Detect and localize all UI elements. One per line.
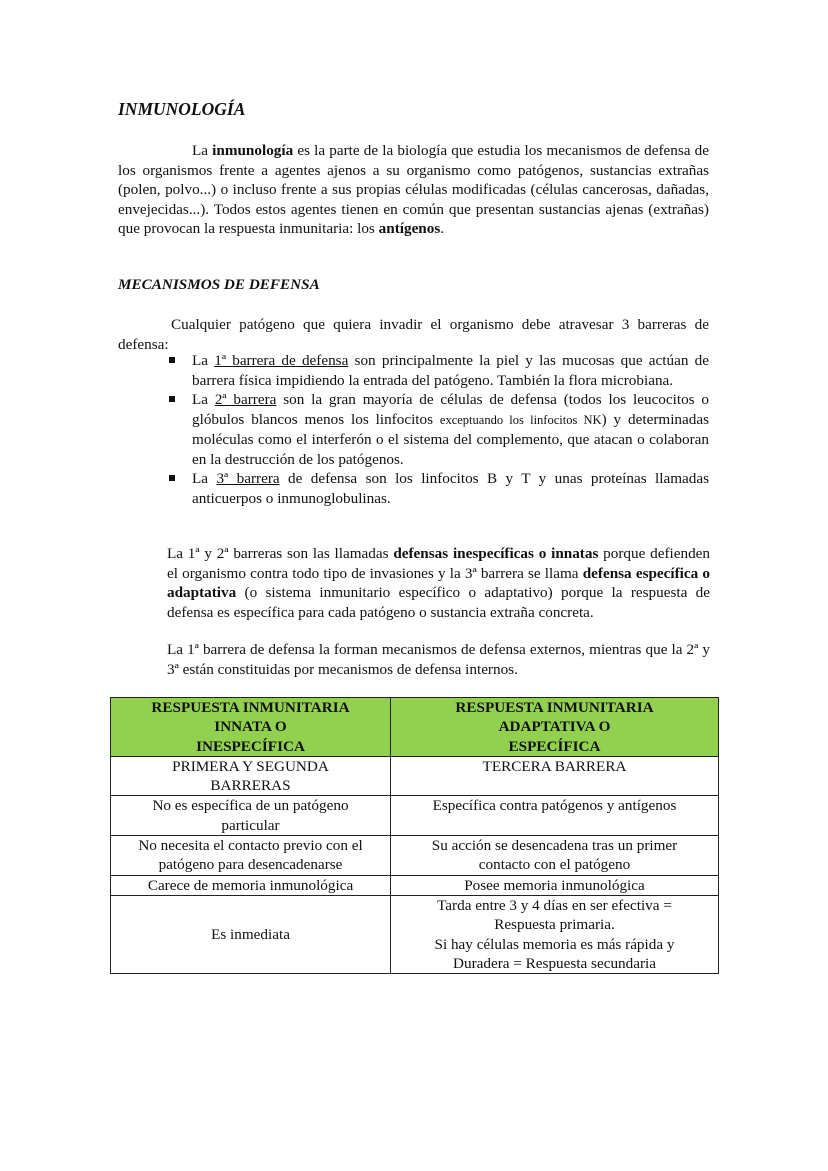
barrier-2-text: son la gran mayoría de células de defensa (todos los leucocitos o glóbulos blancos menos los linfocitos (192, 391, 709, 428)
barrier-2-prefix: La (192, 391, 215, 408)
cell-line: patógeno para desencadenarse (158, 856, 343, 874)
para1-text-1: La 1ª y 2ª barreras son las llamadas (167, 545, 394, 562)
barrier-list (118, 351, 709, 508)
barrier-3-text: de defensa son los linfocitos B y T y unas proteínas llamadas anticuerpos o inmunoglobulinas. (192, 470, 709, 507)
table-row (111, 756, 719, 796)
header-line: ESPECÍFICA (508, 737, 601, 755)
adaptive-cell (391, 836, 719, 876)
cell-line: contacto con el patógeno (478, 856, 631, 874)
intro-text-2: es la parte de la biología que estudia los mecanismos de defensa de los organismos frente a agentes ajenos a su organismo como patógenos, sustancias extrañas (polen, polvo...) o incluso frente a sus propias células modificadas (células cancerosas, dañadas, envejecidas...). Todos estos agentes tienen en común que presentan sustancias ajenas (extrañas) que provocan la respuesta inmunitaria: los (118, 142, 709, 237)
barrier-1-prefix: La (192, 352, 215, 369)
adaptive-cell (391, 756, 719, 796)
barrier-2-name: 2ª barrera (214, 391, 277, 408)
section-title: MECANISMOS DE DEFENSA (118, 276, 320, 293)
cell-line: TERCERA BARRERA (482, 757, 627, 775)
table-row (111, 875, 719, 895)
cell-line: Tarda entre 3 y 4 días en ser efectiva = (437, 896, 672, 914)
cell-line: PRIMERA Y SEGUNDA (172, 757, 329, 775)
barrier-1-text: son principalmente la piel y las mucosas que actúan de barrera física impidiendo la entrada del patógeno. También la flora microbiana. (192, 352, 709, 389)
table-row (111, 836, 719, 876)
term-adaptive-defense: defensa específica o adaptativa (167, 564, 710, 601)
lead-paragraph: Cualquier patógeno que quiera invadir el organismo debe atravesar 3 barreras de defensa: (118, 316, 709, 353)
header-line: RESPUESTA INMUNITARIA (151, 699, 350, 716)
square-bullet-icon (169, 357, 175, 363)
table-row (111, 796, 719, 836)
header-adaptive-response (391, 698, 719, 757)
list-item (118, 390, 709, 469)
square-bullet-icon (169, 396, 175, 402)
cell-line: particular (221, 816, 280, 834)
header-line: INNATA O (214, 718, 287, 736)
intro-term-inmunologia: inmunología (212, 142, 294, 159)
intro-term-antigenos: antígenos (378, 220, 441, 237)
cell-line: Específica contra patógenos y antígenos (432, 797, 677, 815)
innate-cell (111, 756, 391, 796)
adaptive-cell (391, 895, 719, 973)
cell-line: No es específica de un patógeno (152, 797, 349, 815)
innate-cell (111, 895, 391, 973)
table-row (111, 895, 719, 973)
header-line: INESPECÍFICA (196, 737, 305, 755)
cell-line: Si hay células memoria es más rápida y (434, 935, 675, 953)
intro-text-1: La (192, 142, 213, 159)
barrier-1-name: 1ª barrera de defensa (214, 352, 349, 369)
intro-text-3: . (440, 220, 445, 237)
cell-line: No necesita el contacto previo con el (138, 837, 363, 855)
cell-line: Respuesta primaria. (494, 916, 615, 934)
comparison-table (110, 697, 719, 974)
cell-line: Su acción se desencadena tras un primer (431, 837, 678, 855)
innate-cell (111, 836, 391, 876)
innate-cell (111, 796, 391, 836)
cell-line: Posee memoria inmunológica (464, 876, 645, 894)
square-bullet-icon (169, 475, 175, 481)
defense-location-paragraph: La 1ª barrera de defensa la forman mecanismos de defensa externos, mientras que la 2ª y 3ª están constituidas por mecanismos de defensa internos. (167, 641, 710, 678)
barrier-2-text-end: ) y determinadas moléculas como el interferón o el sistema del complemento, que atacan o colaboran en la destrucción de los patógenos. (192, 410, 709, 468)
barrier-3-name: 3ª barrera (216, 470, 280, 487)
para1-text-3: (o sistema inmunitario específico o adaptativo) porque la respuesta de defensa es específica para cada patógeno o sustancia extraña concreta. (167, 584, 710, 621)
list-item (118, 469, 709, 508)
para1-text-2: porque defienden el organismo contra todo tipo de invasiones y la 3ª barrera se llama (167, 545, 710, 582)
cell-line: Carece de memoria inmunológica (147, 876, 354, 894)
header-line: ADAPTATIVA O (498, 718, 611, 736)
header-innate-response (111, 698, 391, 757)
cell-line: Duradera = Respuesta secundaria (453, 954, 656, 972)
header-line: RESPUESTA INMUNITARIA (455, 699, 654, 716)
barrier-3-prefix: La (192, 470, 217, 487)
list-item (118, 351, 709, 390)
defense-types-paragraph (167, 544, 710, 622)
cell-line: Es inmediata (211, 925, 290, 943)
innate-cell (111, 875, 391, 895)
adaptive-cell (391, 796, 719, 836)
intro-paragraph (118, 141, 709, 239)
cell-line: BARRERAS (210, 777, 291, 795)
term-innate-defenses: defensas inespecíficas o innatas (393, 545, 599, 562)
barrier-2-note: exceptuando los linfocitos NK (439, 412, 602, 427)
adaptive-cell (391, 875, 719, 895)
table-header-row (111, 698, 719, 757)
page-title: INMUNOLOGÍA (118, 99, 246, 119)
